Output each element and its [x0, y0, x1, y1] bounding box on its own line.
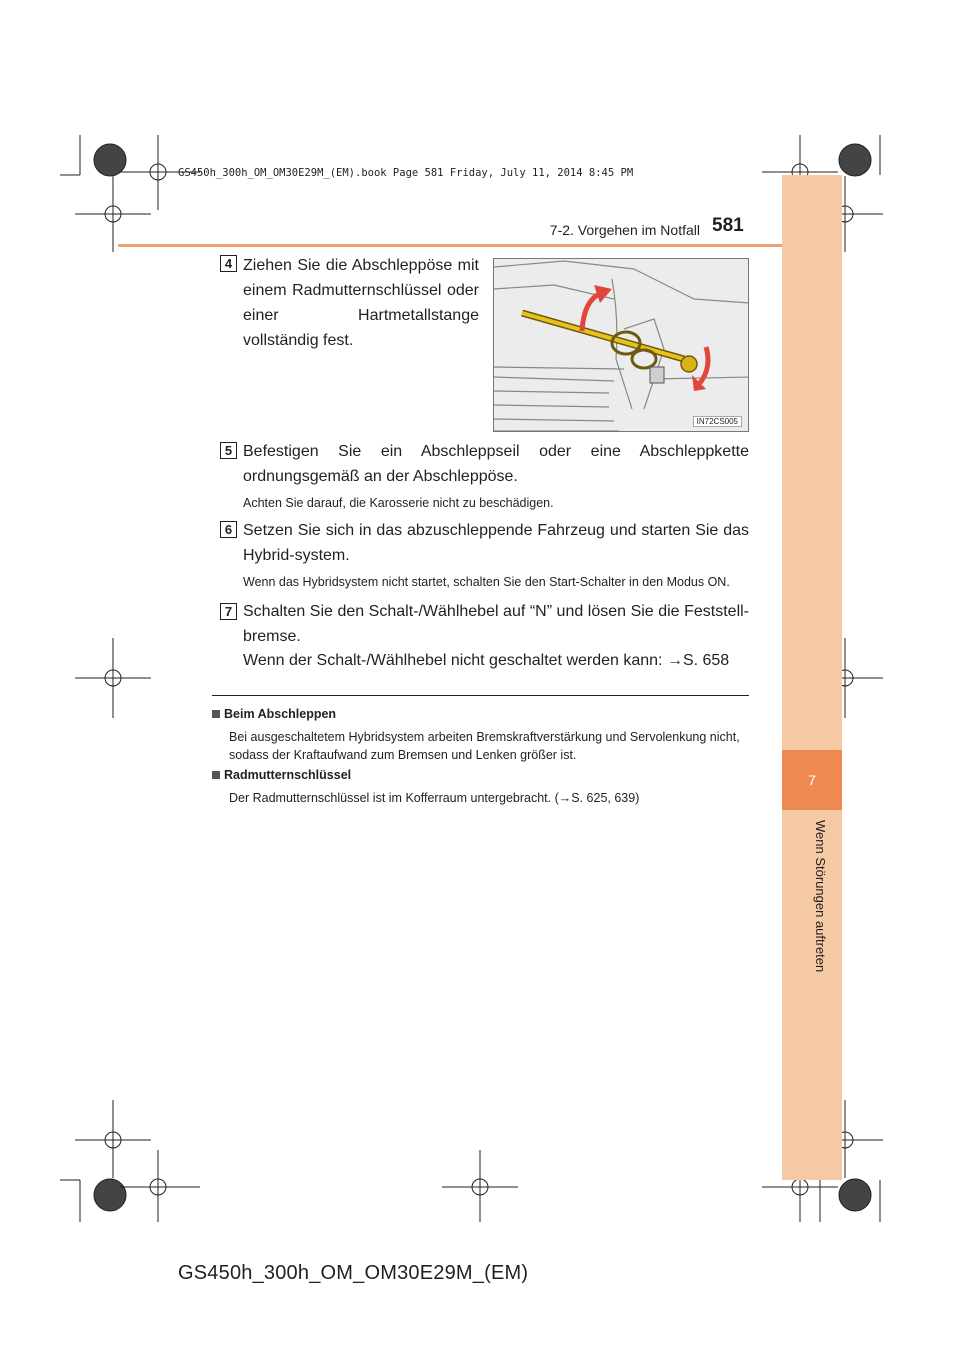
chapter-number: 7	[782, 750, 842, 810]
step-number-5: 5	[220, 442, 237, 459]
step-5-note: Achten Sie darauf, die Karosserie nicht zu beschädigen.	[243, 496, 554, 510]
step-number-4: 4	[220, 255, 237, 272]
info-text-towing: Bei ausgeschaltetem Hybridsystem arbeiten Bremskraftverstärkung und Servolenkung nicht, sodass der Kraftaufwand zum Bremsen und Lenken größer ist.	[229, 730, 740, 762]
info-heading-towing: Beim Abschleppen	[212, 707, 336, 721]
step-4-text: Ziehen Sie die Abschleppöse mit einem Radmutternschlüssel oder einer Hartmetallstange vollständig fest.	[243, 257, 479, 349]
square-bullet-icon	[212, 710, 220, 718]
step-number-6: 6	[220, 521, 237, 538]
chapter-label: Wenn Störungen auftreten	[813, 820, 828, 973]
step-7-text: Schalten Sie den Schalt-/Wählhebel auf “N” und lösen Sie die Feststell-bremse.	[243, 603, 749, 645]
square-bullet-icon	[212, 771, 220, 779]
info-text-wrench: Der Radmutternschlüssel ist im Kofferraum untergebracht. (→S. 625, 639)	[229, 791, 640, 805]
step-6-note: Wenn das Hybridsystem nicht startet, schalten Sie den Start-Schalter in den Modus ON.	[243, 575, 730, 589]
page-number: 581	[712, 215, 744, 236]
header-rule	[118, 244, 782, 247]
info-heading-wrench: Radmutternschlüssel	[212, 768, 351, 782]
section-title: 7-2. Vorgehen im Notfall	[549, 222, 700, 238]
tow-hook-illustration	[493, 258, 749, 432]
info-divider	[212, 695, 749, 696]
step-6-text: Setzen Sie sich in das abzuschleppende Fahrzeug und starten Sie das Hybrid-system.	[243, 522, 749, 564]
book-info: GS450h_300h_OM_OM30E29M_(EM).book Page 581 Friday, July 11, 2014 8:45 PM	[178, 167, 634, 179]
step-7-reference: Wenn der Schalt-/Wählhebel nicht geschaltet werden kann: →S. 658	[243, 652, 730, 669]
tow-hook-drawing	[494, 259, 749, 432]
step-number-7: 7	[220, 603, 237, 620]
figure-code: IN72CS005	[693, 416, 742, 427]
step-5-text: Befestigen Sie ein Abschleppseil oder eine Abschleppkette ordnungsgemäß an der Abschleppöse.	[243, 443, 749, 485]
footer-doc-code: GS450h_300h_OM_OM30E29M_(EM)	[178, 1262, 529, 1284]
